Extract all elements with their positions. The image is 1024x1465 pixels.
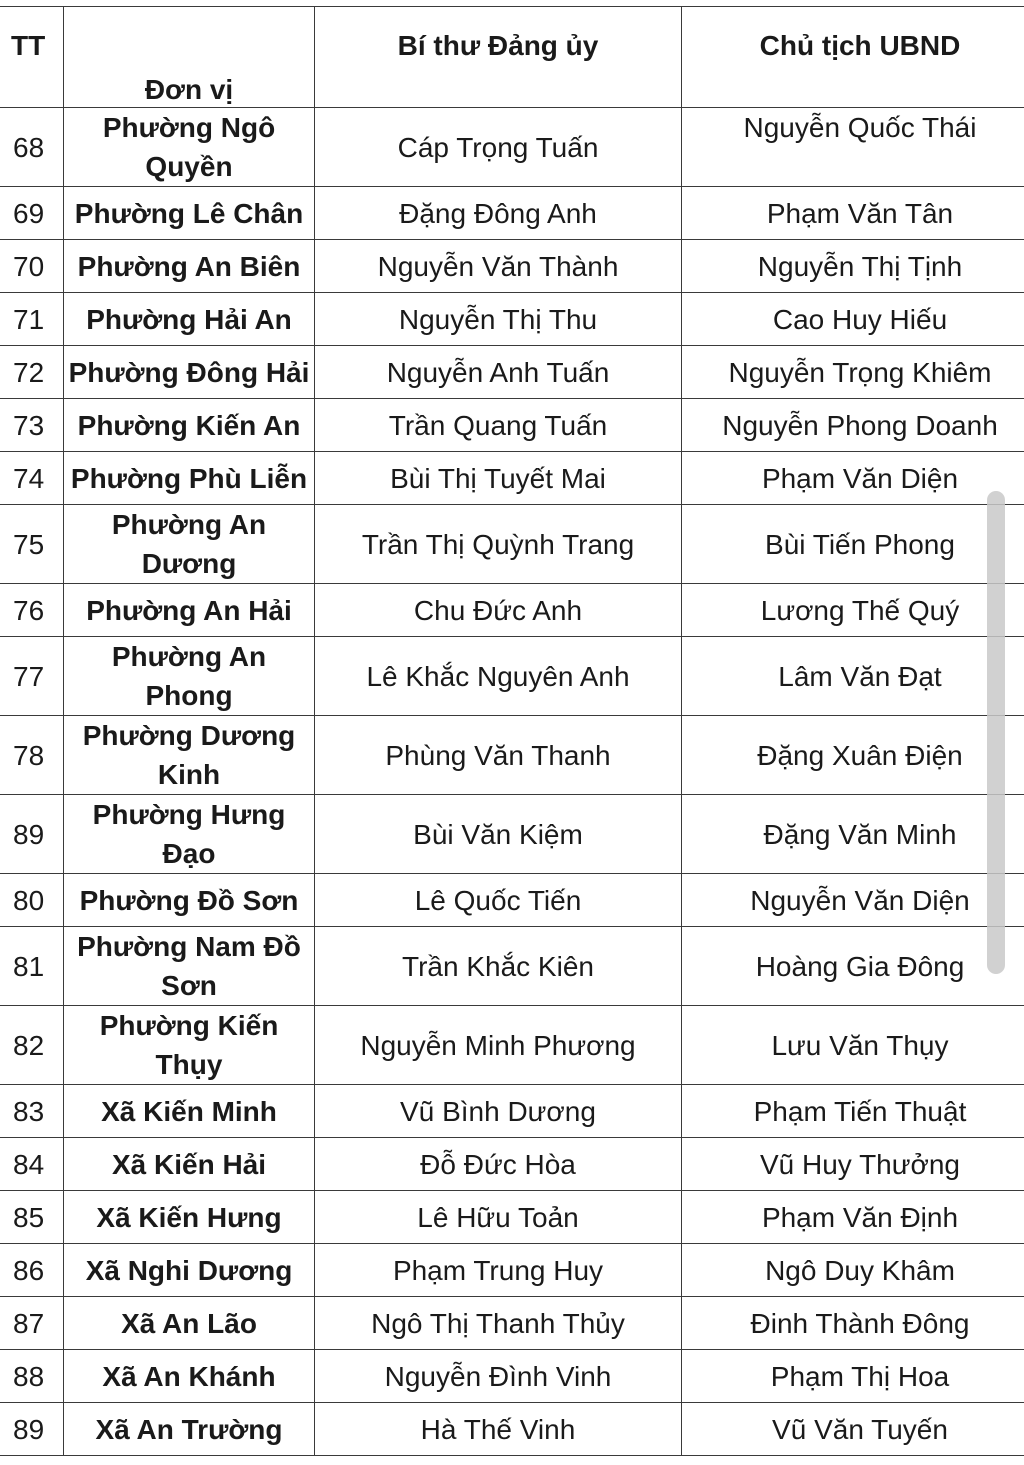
table-row [0, 240, 1024, 293]
row-unit: Xã An Trường [64, 1403, 315, 1456]
table-row [0, 1085, 1024, 1138]
row-tt: 72 [0, 346, 64, 399]
row-secretary: Nguyễn Văn Thành [315, 240, 682, 293]
row-chairman: Phạm Văn Định [682, 1191, 1024, 1244]
row-chairman: Nguyễn Trọng Khiêm [682, 346, 1024, 399]
table-row [0, 1350, 1024, 1403]
table-header-row [0, 7, 1024, 108]
row-tt: 71 [0, 293, 64, 346]
row-tt: 85 [0, 1191, 64, 1244]
row-chairman: Lưu Văn Thụy [682, 1006, 1024, 1085]
row-chairman: Đinh Thành Đông [682, 1297, 1024, 1350]
row-chairman: Bùi Tiến Phong [682, 505, 1024, 584]
row-tt: 69 [0, 187, 64, 240]
row-secretary: Hà Thế Vinh [315, 1403, 682, 1456]
row-unit: Phường Lê Chân [64, 187, 315, 240]
row-secretary: Trần Quang Tuấn [315, 399, 682, 452]
row-tt: 80 [0, 874, 64, 927]
row-secretary: Lê Quốc Tiến [315, 874, 682, 927]
row-tt: 77 [0, 637, 64, 716]
header-unit: Đơn vị [64, 7, 315, 108]
row-unit: Xã An Khánh [64, 1350, 315, 1403]
row-secretary: Bùi Văn Kiệm [315, 795, 682, 874]
row-tt: 81 [0, 927, 64, 1006]
row-unit: Phường An Dương [64, 505, 315, 584]
row-secretary: Ngô Thị Thanh Thủy [315, 1297, 682, 1350]
row-chairman: Đặng Xuân Điện [682, 716, 1024, 795]
row-secretary: Đỗ Đức Hòa [315, 1138, 682, 1191]
row-unit: Phường Kiến An [64, 399, 315, 452]
table-row [0, 1244, 1024, 1297]
row-tt: 84 [0, 1138, 64, 1191]
row-secretary: Đặng Đông Anh [315, 187, 682, 240]
header-chairman: Chủ tịch UBND [682, 7, 1024, 108]
table-row [0, 584, 1024, 637]
row-secretary: Bùi Thị Tuyết Mai [315, 452, 682, 505]
leaders-table [0, 6, 1024, 1456]
row-unit: Phường Đông Hải [64, 346, 315, 399]
row-secretary: Nguyễn Minh Phương [315, 1006, 682, 1085]
row-secretary: Nguyễn Anh Tuấn [315, 346, 682, 399]
header-tt: TT [0, 7, 64, 108]
row-unit: Xã Kiến Hưng [64, 1191, 315, 1244]
row-secretary: Chu Đức Anh [315, 584, 682, 637]
table-row [0, 452, 1024, 505]
row-unit: Xã An Lão [64, 1297, 315, 1350]
row-unit: Phường Dương Kinh [64, 716, 315, 795]
row-chairman: Cao Huy Hiếu [682, 293, 1024, 346]
row-secretary: Trần Thị Quỳnh Trang [315, 505, 682, 584]
table-row [0, 927, 1024, 1006]
row-tt: 73 [0, 399, 64, 452]
table-row [0, 1297, 1024, 1350]
row-unit: Phường Kiến Thụy [64, 1006, 315, 1085]
row-secretary: Phạm Trung Huy [315, 1244, 682, 1297]
row-secretary: Phùng Văn Thanh [315, 716, 682, 795]
row-unit: Xã Kiến Hải [64, 1138, 315, 1191]
row-chairman: Nguyễn Quốc Thái [682, 108, 1024, 187]
row-tt: 83 [0, 1085, 64, 1138]
row-unit: Xã Kiến Minh [64, 1085, 315, 1138]
row-chairman: Vũ Văn Tuyến [682, 1403, 1024, 1456]
row-unit: Phường Hải An [64, 293, 315, 346]
table-row [0, 1403, 1024, 1456]
row-chairman: Phạm Văn Diện [682, 452, 1024, 505]
row-chairman: Đặng Văn Minh [682, 795, 1024, 874]
row-chairman: Phạm Văn Tân [682, 187, 1024, 240]
row-chairman: Lâm Văn Đạt [682, 637, 1024, 716]
table-row [0, 1006, 1024, 1085]
table-row [0, 1138, 1024, 1191]
row-unit: Phường Hưng Đạo [64, 795, 315, 874]
table-row [0, 108, 1024, 187]
row-secretary: Nguyễn Thị Thu [315, 293, 682, 346]
table-row [0, 1191, 1024, 1244]
table-row [0, 716, 1024, 795]
row-unit: Phường An Hải [64, 584, 315, 637]
table-row [0, 874, 1024, 927]
row-chairman: Phạm Thị Hoa [682, 1350, 1024, 1403]
row-unit: Phường Phù Liễn [64, 452, 315, 505]
row-secretary: Nguyễn Đình Vinh [315, 1350, 682, 1403]
row-tt: 68 [0, 108, 64, 187]
row-tt: 87 [0, 1297, 64, 1350]
row-unit: Phường Đồ Sơn [64, 874, 315, 927]
row-unit: Phường An Phong [64, 637, 315, 716]
row-tt: 75 [0, 505, 64, 584]
header-secretary: Bí thư Đảng ủy [315, 7, 682, 108]
row-tt: 86 [0, 1244, 64, 1297]
row-tt: 82 [0, 1006, 64, 1085]
row-unit: Phường Nam Đồ Sơn [64, 927, 315, 1006]
row-tt: 76 [0, 584, 64, 637]
row-secretary: Trần Khắc Kiên [315, 927, 682, 1006]
row-chairman: Vũ Huy Thưởng [682, 1138, 1024, 1191]
row-chairman: Nguyễn Thị Tịnh [682, 240, 1024, 293]
row-secretary: Cáp Trọng Tuấn [315, 108, 682, 187]
row-tt: 78 [0, 716, 64, 795]
row-chairman: Hoàng Gia Đông [682, 927, 1024, 1006]
table-row [0, 795, 1024, 874]
row-chairman: Ngô Duy Khâm [682, 1244, 1024, 1297]
row-chairman: Nguyễn Phong Doanh [682, 399, 1024, 452]
row-unit: Phường An Biên [64, 240, 315, 293]
row-chairman: Lương Thế Quý [682, 584, 1024, 637]
row-unit: Xã Nghi Dương [64, 1244, 315, 1297]
table-row [0, 293, 1024, 346]
row-tt: 89 [0, 1403, 64, 1456]
table-row [0, 505, 1024, 584]
row-chairman: Phạm Tiến Thuật [682, 1085, 1024, 1138]
row-secretary: Vũ Bình Dương [315, 1085, 682, 1138]
row-secretary: Lê Khắc Nguyên Anh [315, 637, 682, 716]
leaders-table-container [0, 6, 1024, 1456]
table-row [0, 346, 1024, 399]
table-row [0, 637, 1024, 716]
row-tt: 70 [0, 240, 64, 293]
row-tt: 88 [0, 1350, 64, 1403]
row-tt: 74 [0, 452, 64, 505]
row-secretary: Lê Hữu Toản [315, 1191, 682, 1244]
row-unit: Phường Ngô Quyền [64, 108, 315, 187]
row-chairman: Nguyễn Văn Diện [682, 874, 1024, 927]
table-row [0, 187, 1024, 240]
row-tt: 89 [0, 795, 64, 874]
table-row [0, 399, 1024, 452]
vertical-scrollbar-thumb[interactable] [987, 491, 1005, 974]
